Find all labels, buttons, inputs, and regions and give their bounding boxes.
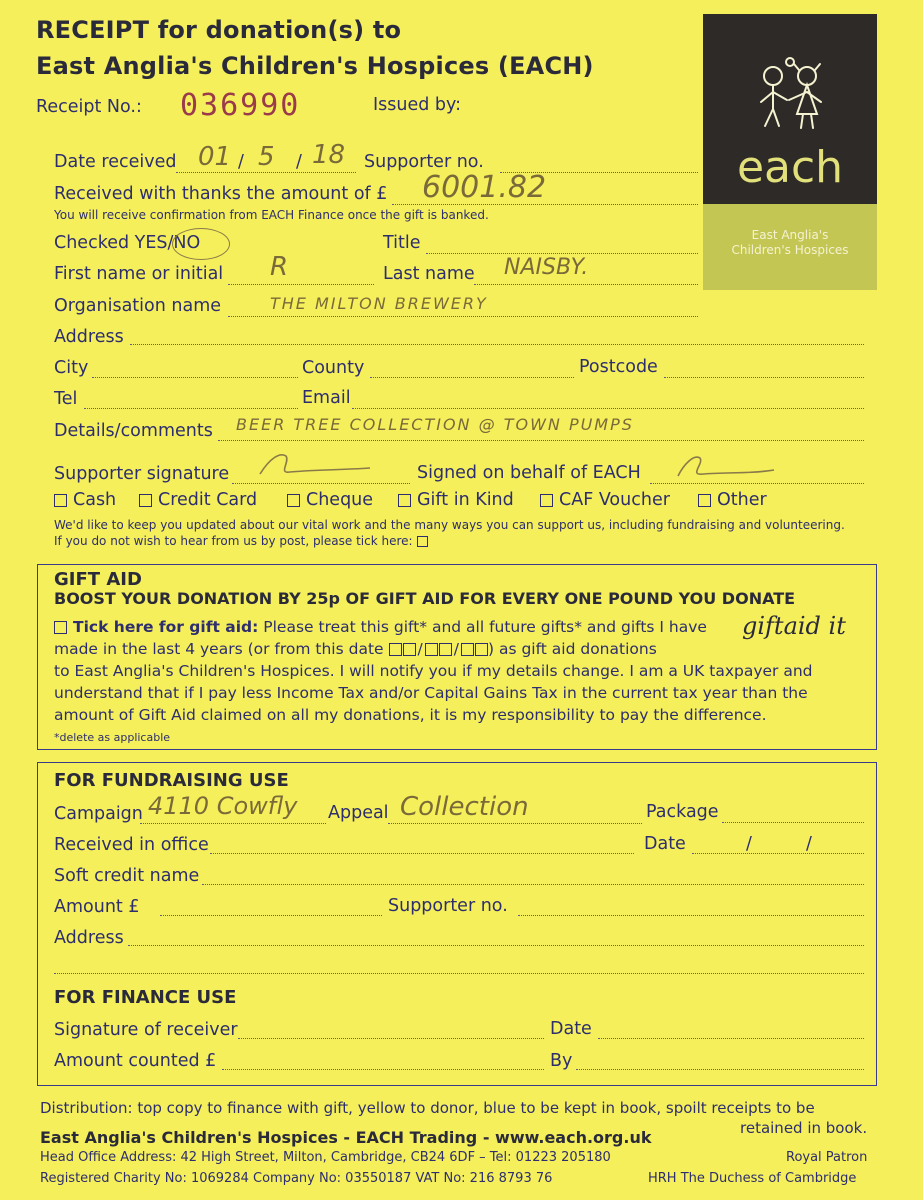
gift-aid-subheading: BOOST YOUR DONATION BY 25p OF GIFT AID FOR EVERY ONE POUND YOU DONATE — [54, 589, 796, 608]
postcode-line[interactable] — [664, 377, 864, 378]
receipt-number-label: Receipt No.: — [36, 97, 142, 117]
city-line[interactable] — [92, 377, 298, 378]
last-name-value: NAISBY. — [504, 255, 589, 280]
fundraising-amount-line[interactable] — [160, 915, 382, 916]
details-label: Details/comments — [54, 421, 213, 441]
distribution-line-1: Distribution: top copy to finance with gift, yellow to donor, blue to be kept in book, spoilt receipts to be — [40, 1099, 815, 1117]
soft-credit-line[interactable] — [202, 884, 864, 885]
fundraising-supporter-no-label: Supporter no. — [388, 896, 508, 916]
royal-patron-label: Royal Patron — [786, 1150, 868, 1165]
giftaid-logo: giftaid it — [742, 612, 846, 640]
address-label: Address — [54, 327, 124, 347]
registered-details: Registered Charity No: 1069284 Company No: 03550187 VAT No: 216 8793 76 — [40, 1171, 553, 1186]
logo-subtitle-1: East Anglia's — [751, 228, 829, 242]
first-name-value: R — [270, 252, 289, 282]
cash-checkbox[interactable] — [54, 494, 67, 507]
checked-label: Checked YES/NO — [54, 233, 201, 253]
fundraising-supporter-no-line[interactable] — [518, 915, 864, 916]
last-name-line[interactable] — [474, 284, 698, 285]
county-line[interactable] — [370, 377, 574, 378]
date-year: 18 — [312, 140, 346, 170]
fundraising-date-line[interactable] — [692, 853, 864, 854]
issued-by-label: Issued by: — [373, 95, 462, 115]
logo-wordmark: each — [736, 142, 844, 193]
fundraising-address-line-2[interactable] — [54, 973, 864, 974]
fundraising-address-line-1[interactable] — [128, 945, 864, 946]
each-signature-mark — [670, 448, 780, 484]
received-office-label: Received in office — [54, 835, 209, 855]
supporter-signature-mark — [250, 448, 380, 484]
distribution-line-2: retained in book. — [740, 1119, 868, 1137]
details-line[interactable] — [218, 440, 864, 441]
fundraising-address-label: Address — [54, 928, 124, 948]
first-name-line[interactable] — [228, 284, 374, 285]
date-box-6[interactable] — [475, 643, 488, 656]
supporter-signature-label: Supporter signature — [54, 464, 230, 484]
payment-option-cash[interactable]: Cash — [54, 490, 116, 510]
fundraising-date-label: Date — [644, 834, 686, 854]
date-received-label: Date received — [54, 152, 177, 172]
package-label: Package — [646, 802, 719, 822]
fundraising-date-slash-2: / — [806, 834, 812, 854]
signature-receiver-label: Signature of receiver — [54, 1020, 238, 1040]
finance-by-line[interactable] — [576, 1069, 864, 1070]
amount-label: Received with thanks the amount of £ — [54, 184, 388, 204]
gift-aid-line-4: understand that if I pay less Income Tax and/or Capital Gains Tax in the current tax year than the — [54, 684, 808, 702]
date-box-2[interactable] — [403, 643, 416, 656]
amount-counted-label: Amount counted £ — [54, 1051, 217, 1071]
other-checkbox[interactable] — [698, 494, 711, 507]
postcode-label: Postcode — [579, 357, 658, 377]
date-separator-1: / — [238, 152, 244, 172]
gift-aid-footnote: *delete as applicable — [54, 731, 171, 744]
fundraising-amount-label: Amount £ — [54, 897, 140, 917]
marketing-line-1: We'd like to keep you updated about our vital work and the many ways you can support us, including fundraising and volunteering. — [54, 518, 845, 532]
gift-aid-line-3: to East Anglia's Children's Hospices. I will notify you if my details change. I am a UK taxpayer and — [54, 662, 813, 680]
signed-behalf-label: Signed on behalf of EACH — [417, 463, 641, 483]
date-separator-2: / — [296, 152, 302, 172]
no-post-checkbox[interactable] — [417, 536, 428, 547]
received-office-line[interactable] — [210, 853, 634, 854]
tel-label: Tel — [54, 389, 78, 409]
head-office-address: Head Office Address: 42 High Street, Milton, Cambridge, CB24 6DF – Tel: 01223 205180 — [40, 1150, 611, 1165]
finance-heading: FOR FINANCE USE — [54, 987, 237, 1008]
appeal-value: Collection — [400, 792, 529, 822]
each-logo — [703, 14, 877, 290]
amount-counted-line[interactable] — [222, 1069, 544, 1070]
receipt-subtitle: East Anglia's Children's Hospices (EACH) — [36, 52, 594, 80]
receipt-number: 036990 — [180, 88, 301, 123]
payment-option-cheque[interactable]: Cheque — [287, 490, 373, 510]
county-label: County — [302, 358, 365, 378]
date-box-1[interactable] — [389, 643, 402, 656]
amount-value: 6001.82 — [422, 170, 547, 205]
organisation-label: Organisation name — [54, 296, 222, 316]
finance-date-line[interactable] — [598, 1038, 864, 1039]
email-line[interactable] — [352, 408, 864, 409]
logo-subtitle-2: Children's Hospices — [731, 243, 849, 257]
credit-card-checkbox[interactable] — [139, 494, 152, 507]
payment-option-gift-in-kind[interactable]: Gift in Kind — [398, 490, 514, 510]
date-box-5[interactable] — [461, 643, 474, 656]
organisation-footer: East Anglia's Children's Hospices - EACH Trading - www.each.org.uk — [40, 1128, 652, 1147]
fundraising-heading: FOR FUNDRAISING USE — [54, 770, 289, 791]
organisation-line[interactable] — [228, 316, 698, 317]
organisation-value: THE MILTON BREWERY — [270, 294, 488, 313]
checked-circle — [172, 228, 230, 260]
campaign-line[interactable] — [140, 823, 326, 824]
payment-option-other[interactable]: Other — [698, 490, 767, 510]
last-name-label: Last name — [383, 264, 475, 284]
email-label: Email — [302, 388, 351, 408]
campaign-value: 4110 Cowfly — [148, 792, 298, 820]
cheque-checkbox[interactable] — [287, 494, 300, 507]
finance-by-label: By — [550, 1051, 573, 1071]
supporter-no-label: Supporter no. — [364, 152, 484, 172]
appeal-label: Appeal — [328, 803, 389, 823]
address-line[interactable] — [130, 344, 864, 345]
payment-option-credit-card[interactable]: Credit Card — [139, 490, 257, 510]
title-label: Title — [383, 233, 421, 253]
date-received-line — [176, 172, 356, 173]
gift-aid-line-1: Tick here for gift aid: Please treat this gift* and all future gifts* and gifts I have — [54, 616, 707, 638]
campaign-label: Campaign — [54, 804, 143, 824]
first-name-label: First name or initial — [54, 264, 224, 284]
gift-in-kind-checkbox[interactable] — [398, 494, 411, 507]
finance-date-label: Date — [550, 1019, 592, 1039]
caf-voucher-checkbox[interactable] — [540, 494, 553, 507]
receipt-title: RECEIPT for donation(s) to — [36, 16, 402, 44]
marketing-line-2: If you do not wish to hear from us by post, please tick here: — [54, 534, 434, 548]
royal-patron-name: HRH The Duchess of Cambridge — [648, 1171, 857, 1186]
signature-receiver-line[interactable] — [238, 1038, 544, 1039]
gift-aid-line-5: amount of Gift Aid claimed on all my donations, it is my responsibility to pay the difference. — [54, 706, 767, 724]
fundraising-date-slash-1: / — [746, 834, 752, 854]
title-line[interactable] — [426, 253, 698, 254]
details-value: BEER TREE COLLECTION @ TOWN PUMPS — [236, 415, 634, 434]
date-box-4[interactable] — [439, 643, 452, 656]
gift-aid-checkbox[interactable] — [54, 621, 67, 634]
gift-aid-heading: GIFT AID — [54, 569, 142, 590]
date-day: 01 — [198, 142, 232, 172]
date-box-3[interactable] — [425, 643, 438, 656]
city-label: City — [54, 358, 89, 378]
payment-option-caf-voucher[interactable]: CAF Voucher — [540, 490, 670, 510]
appeal-line[interactable] — [388, 823, 642, 824]
children-figures-icon — [703, 14, 877, 134]
package-line[interactable] — [722, 822, 864, 823]
confirmation-note: You will receive confirmation from EACH Finance once the gift is banked. — [54, 208, 489, 222]
soft-credit-label: Soft credit name — [54, 866, 200, 886]
gift-aid-line-2: made in the last 4 years (or from this date / / ) as gift aid donations — [54, 640, 657, 658]
date-month: 5 — [258, 142, 275, 172]
tel-line[interactable] — [84, 408, 298, 409]
